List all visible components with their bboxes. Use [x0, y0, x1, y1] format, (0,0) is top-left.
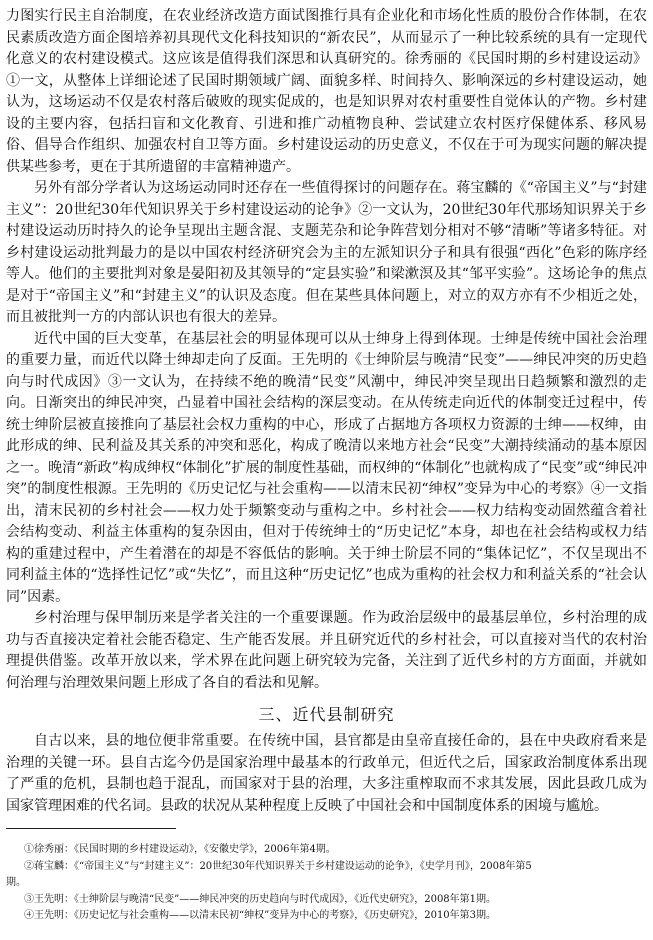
main-body — [6, 6, 647, 817]
footnote-3: ③王先明：《士绅阶层与晚清“民变”——绅民冲突的历史趋向与时代成因》，《近代史研究》，2008年第1期。 — [24, 893, 497, 905]
body-paragraph-1: 力图实行民主自治制度，在农业经济改造方面试图推行具有企业化和市场化性质的股份合作体制，在农民素质改造方面企图培养初具现代文化科技知识的“新农民”，从而显示了一种比较系统的具有一定现代化意义的农村建设模式。这应该是值得我们深思和认真研究的。徐秀丽的《民国时期的乡村建设运动》①一文，从整体上详细论述了民国时期领域广阔、面貌多样、时间持久、影响深远的乡村建设运动，她认为，这场运动不仅是农村落后破败的现实促成的，也是知识界对农村重要性自觉体认的产物。乡村建设的主要内容，包括扫盲和文化教育、引进和推广动植物良种、尝试建立农村医疗保健体系、移风易俗、倡导合作组织、加强农村自卫等方面。乡村建设运动的历史意义，不仅在于可为现实问题的解决提供某些参考，更在于其所遗留的丰富精神遗产。 — [6, 8, 647, 175]
section-heading: 三、近代县制研究 — [258, 705, 395, 724]
section-paragraph-1: 自古以来，县的地位便非常重要。在传统中国，县官都是由皇帝直接任命的，县在中央政府看来是治理的关键一环。县自古迄今仍是国家治理中最基本的行政单元，但近代之后，国家政治制度体系出现了严重的危机，县制也趋于混乱，而国家对于县的治理，大多注重榨取而不求其发展，因此县政几成为国家管理困难的代名词。县政的状况从某种程度上反映了中国社会和中国制度体系的困境与尴尬。 — [6, 733, 647, 814]
footnote-1: ①徐秀丽：《民国时期的乡村建设运动》，《安徽史学》，2006年第4期。 — [24, 844, 336, 855]
footnote-2-continuation: 期。 — [6, 877, 26, 888]
body-paragraph-4: 乡村治理与保甲制历来是学者关注的一个重要课题。作为政治层级中的最基层单位，乡村治理的成功与否直接决定着社会能否稳定、生产能否发展。并且研究近代的乡村社会，可以直接对当代的农村治理提供借鉴。改革开放以来，学术界在此问题上研究较为完备，关注到了近代乡村的方方面面，并就如何治理与治理效果问题上形成了各自的看法和见解。 — [6, 610, 647, 691]
footnote-4: ④王先明：《历史记忆与社会重构——以清末民初“绅权”变异为中心的考察》，《历史研究》，2010年第3期。 — [24, 910, 497, 921]
footnotes — [6, 842, 647, 925]
body-paragraph-3: 近代中国的巨大变革，在基层社会的明显体现可以从士绅身上得到体现。士绅是传统中国社会治理的重要力量，而近代以降士绅却走向了反面。王先明的《士绅阶层与晚清“民变”——绅民冲突的历史趋向与时代成因》③一文认为，在持续不绝的晚清“民变”风潮中，绅民冲突呈现出日趋频繁和激烈的走向。日渐突出的绅民冲突，凸显着中国社会结构的深层变动。在从传统走向近代的体制变迁过程中，传统士绅阶层被直接推向了基层社会权力重构的中心，形成了占据地方各项权力资源的士绅——权绅，由此形成的绅、民利益及其关系的冲突和恶化，构成了晚清以来地方社会“民变”大潮持续涌动的基本原因之一。晚清“新政”构成绅权“体制化”扩展的制度性基础，而权绅的“体制化”也就构成了“民变”或“绅民冲突”的制度性根源。王先明的《历史记忆与社会重构——以清末民初“绅权”变异为中心的考察》④一文指出，清末民初的乡村社会——权力处于频繁变动与重构之中。乡村社会——权力结构变动固然蕴含着社会结构变动、利益主体重构的复杂因由，但对于传统绅士的“历史记忆”本身，却也在社会结构或权力结构的重建过程中，产生着潜在的却是不容低估的影响。关于绅士阶层不同的“集体记忆”，不仅呈现出不同利益主体的“选择性记忆”或“失忆”，而且这种“历史记忆”也成为重构的社会权力和利益关系的“社会认同”因素。 — [6, 330, 647, 605]
footnote-2: ②蒋宝麟：《“帝国主义”与“封建主义”：20世纪30年代知识界关于乡村建设运动的论争》，《史学月刊》，2008年第5 — [24, 860, 532, 872]
footnote-divider — [6, 828, 176, 829]
body-paragraph-2: 另外有部分学者认为这场运动同时还存在一些值得探讨的问题存在。蒋宝麟的《“帝国主义”与“封建主义”：20世纪30年代知识界关于乡村建设运动的论争》②一文认为，20世纪30年代那场知识界关于乡村建设运动历时持久的论争呈现出主题含混、支题芜杂和论争阵营划分相对不够“清晰”等诸多特征。对乡村建设运动批判最力的是以中国农村经济研究会为主的左派知识分子和具有很强“西化”色彩的陈序经等人。他们的主要批判对象是晏阳初及其领导的“定县实验”和梁漱溟及其“邹平实验”。这场论争的焦点是对于“帝国主义”和“封建主义”的认识及态度。但在某些具体问题上，对立的双方亦有不少相近之处，而且被批判一方的内部认识也有很大的差异。 — [6, 180, 647, 325]
